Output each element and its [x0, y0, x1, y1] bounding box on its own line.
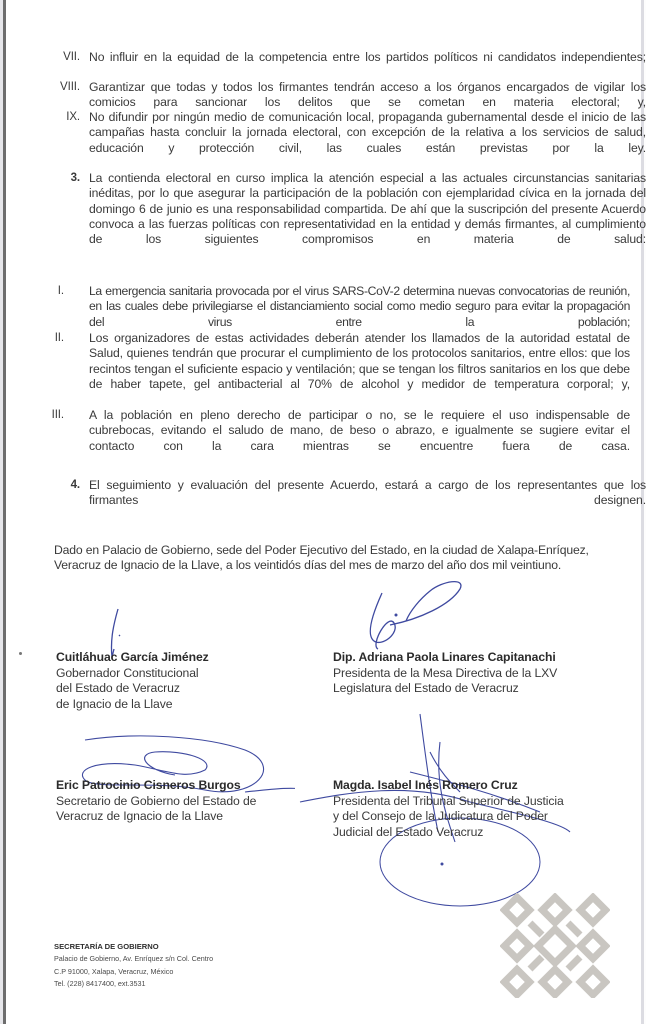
list-number: II. [54, 332, 64, 344]
list-number: IX. [66, 111, 80, 123]
footer-org: SECRETARÍA DE GOBIERNO [54, 942, 159, 951]
item-text: La contienda electoral en curso implica la atención especial a las actuales circunstancias sanitarias inéditas, por lo que asegurar la participación de la población con ejemplaridad cívica en la jornada del domingo 6 de junio es una responsabilidad compartida. De ahí que la suscripción del presente Acuerdo convoca a las fuerzas políticas con representatividad en la entidad y demás firmantes, al cumplimiento de los siguientes compromisos en materia de salud: [89, 171, 646, 247]
veracruz-knot-logo-icon [500, 893, 610, 998]
footer-phone: Tel. (228) 8417400, ext.3531 [54, 979, 146, 989]
footer-address-1: Palacio de Gobierno, Av. Enríquez s/n Col. Centro [54, 954, 214, 964]
list-text: Garantizar que todas y todos los firmantes tendrán acceso a los órganos encargados de vigilar los comicios para sancionar los delitos que se cometan en materia electoral; y, [89, 80, 646, 110]
list-number: VIII. [60, 81, 80, 93]
signatory-name: Cuitláhuac García Jiménez [56, 650, 209, 664]
signatory-title-line: del Estado de Veracruz [56, 681, 180, 696]
list-number: III. [51, 409, 64, 421]
list-text: No difundir por ningún medio de comunicación local, propaganda gubernamental desde el inicio de las campañas hasta concluir la jornada electoral, con excepción de la relativa a los servicios de salud, educación y protección civil, las cuales están previstas por la ley. [89, 110, 646, 155]
signatory-name: Eric Patrocinio Cisneros Burgos [56, 778, 241, 792]
list-number: VII. [63, 51, 80, 63]
list-number: I. [57, 285, 64, 297]
signatory-title-line: Gobernador Constitucional [56, 665, 199, 680]
list-text: Los organizadores de estas actividades deberán atender los llamados de la autoridad estatal de Salud, quienes tendrán que procurar el cumplimiento de los protocolos sanitarios, entre ellos: que los recintos tengan el suficiente espacio y ventilación; que se tengan los filtros sanitarios en los que debe de haber tapete, gel antibacterial al 70% de alcohol y medidor de temperatura corporal; y, [89, 331, 630, 391]
signatory-name: Dip. Adriana Paola Linares Capitanachi [333, 650, 556, 664]
signatory-block-tribunal [333, 778, 564, 840]
signatory-block-governor [56, 650, 209, 712]
item-text: El seguimiento y evaluación del presente Acuerdo, estará a cargo de los representantes que los firmantes designen. [89, 478, 646, 508]
list-text: A la población en pleno derecho de participar o no, se le requiere el uso indispensable de cubrebocas, evitando el saludo de mano, de beso o abrazo, e igualmente se sugiere evitar el contacto con la cara mientras se encuentre fuera de casa. [89, 408, 630, 453]
signatory-block-legislature [333, 650, 557, 697]
signatory-title-line: Secretario de Gobierno del Estado de [56, 793, 257, 808]
item-number: 3. [70, 172, 80, 184]
footer-address-2: C.P 91000, Xalapa, Veracruz, México [54, 966, 174, 976]
signatory-title-line: y del Consejo de la Judicatura del Poder [333, 809, 548, 824]
signatory-title-line: Legislatura del Estado de Veracruz [333, 681, 519, 696]
signatory-name: Magda. Isabel Inés Romero Cruz [333, 778, 518, 792]
letterhead-footer [54, 941, 213, 991]
list-text: La emergencia sanitaria provocada por el virus SARS-CoV-2 determina nuevas convocatorias de reunión, en las cuales debe privilegiarse el distanciamiento social como medio seguro para evitar la propagación del virus entre la población; [89, 284, 630, 329]
closing-paragraph: Dado en Palacio de Gobierno, sede del Poder Ejecutivo del Estado, en la ciudad de Xalapa-Enríquez, Veracruz de Ignacio de la Llave, a los veintidós días del mes de marzo del año dos mil veintiuno. [54, 543, 589, 573]
signatory-block-secretary [56, 778, 256, 825]
item-number: 4. [70, 479, 80, 491]
signatory-title-line: Veracruz de Ignacio de la Llave [56, 809, 223, 824]
signatory-title-line: Presidenta de la Mesa Directiva de la LXV [333, 665, 558, 680]
speck [19, 652, 22, 655]
signatory-title-line: Presidenta del Tribunal Superior de Justicia [333, 793, 564, 808]
signatory-title-line: de Ignacio de la Llave [56, 696, 173, 711]
list-text: No influir en la equidad de la competencia entre los partidos políticos ni candidatos independientes; [89, 50, 646, 64]
signatory-title-line: Judicial del Estado Veracruz [333, 824, 484, 839]
